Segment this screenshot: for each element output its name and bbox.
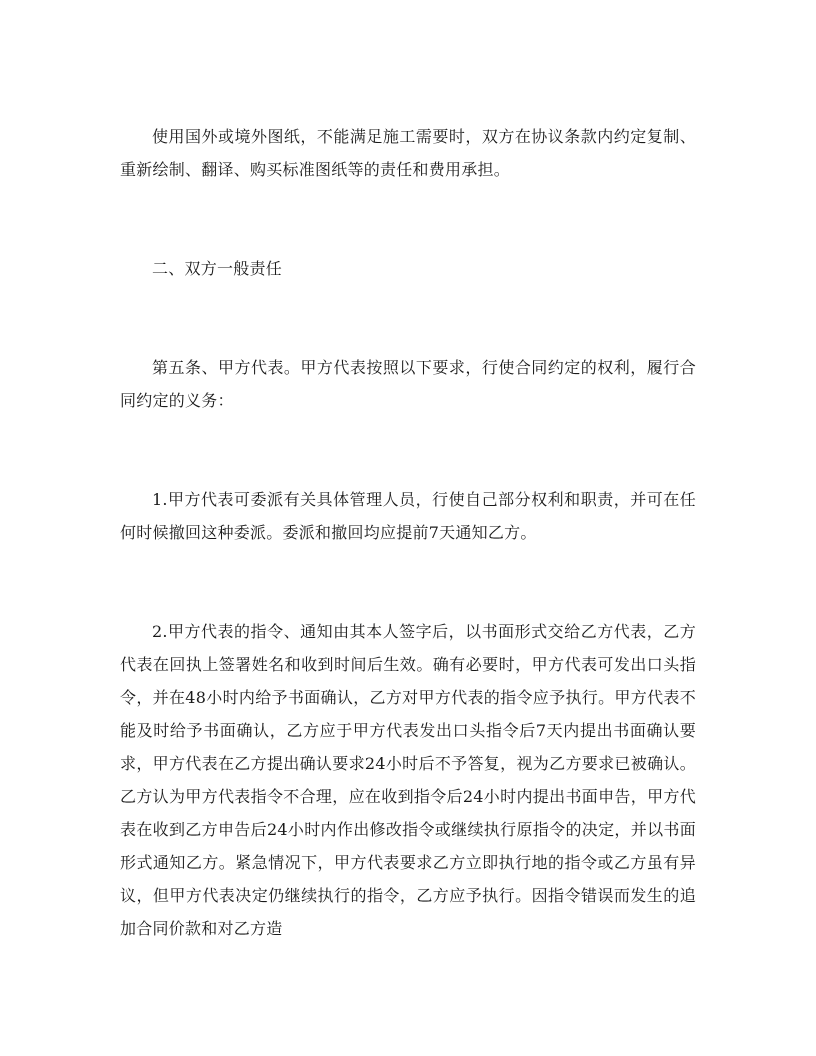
- paragraph-article-five: 第五条、甲方代表。甲方代表按照以下要求，行使合同约定的权利，履行合同约定的义务：: [120, 358, 696, 410]
- paragraph-spacer: [120, 549, 696, 615]
- paragraph-item-2: 2.甲方代表的指令、通知由其本人签字后，以书面形式交给乙方代表，乙方代表在回执上签署姓名和收到时间后生效。确有必要时，甲方代表可发出口头指令，并在48小时内给予书面确认，乙方对甲方代表的指令应予执行。甲方代表不能及时给予书面确认，乙方应于甲方代表发出口头指令后7天内提出书面确认要求，甲方代表在乙方提出确认要求24小时后不予答复，视为乙方要求已被确认。乙方认为甲方代表指令不合理，应在收到指令后24小时内提出书面申告，甲方代表在收到乙方申告后24小时内作出修改指令或继续执行原指令的决定，并以书面形式通知乙方。紧急情况下，甲方代表要求乙方立即执行地的指令或乙方虽有异议，但甲方代表决定仍继续执行的指令，乙方应予执行。因指令错误而发生的追加合同价款和对乙方造: [120, 622, 696, 938]
- paragraph-spacer: [120, 417, 696, 483]
- paragraph-spacer: [120, 285, 696, 351]
- paragraph-item-1: 1.甲方代表可委派有关具体管理人员，行使自己部分权利和职责，并可在任何时候撤回这种委派。委派和撤回均应提前7天通知乙方。: [120, 490, 696, 542]
- section-heading: 二、双方一般责任: [152, 259, 283, 278]
- document-page: [120, 120, 696, 945]
- paragraph-spacer: [120, 186, 696, 252]
- paragraph-drawings: 使用国外或境外图纸，不能满足施工需要时，双方在协议条款内约定复制、重新绘制、翻译、购买标准图纸等的责任和费用承担。: [120, 127, 696, 179]
